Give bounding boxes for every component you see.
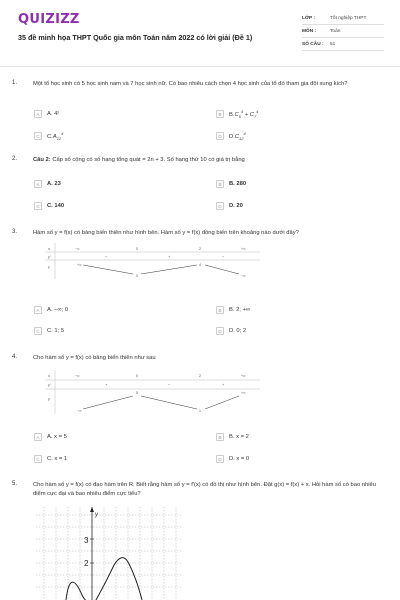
x-value: 2: [199, 247, 201, 251]
row-label-x: x: [48, 373, 50, 378]
option-letter: C: [34, 202, 42, 210]
row-label-y: y: [48, 396, 50, 401]
meta-key: MÔN :: [302, 28, 317, 34]
meta-value: Toán: [330, 28, 341, 34]
option-d[interactable]: [216, 453, 249, 465]
option-c[interactable]: [34, 130, 63, 142]
option-a[interactable]: [34, 108, 59, 120]
row-label-dy: y': [48, 254, 51, 259]
option-prefix: B.: [229, 111, 235, 118]
option-text: C. x = 1: [47, 456, 68, 462]
option-c[interactable]: [34, 453, 67, 465]
sign: −: [168, 382, 171, 387]
meta-info: [302, 12, 384, 51]
option-d[interactable]: [216, 325, 246, 337]
option-letter: B: [216, 110, 224, 118]
option-text: [47, 131, 63, 141]
x-value: −∞: [75, 247, 80, 251]
option-d[interactable]: [216, 200, 243, 212]
option-text: D. 20: [229, 203, 243, 209]
option-b[interactable]: [216, 178, 246, 190]
y-value: 1: [199, 409, 201, 413]
sign: +: [168, 254, 171, 259]
option-d[interactable]: [216, 130, 246, 142]
question-number: 4.: [12, 354, 18, 360]
y-value: 5: [136, 391, 138, 395]
question-label: Câu 2:: [33, 157, 51, 163]
option-letter: B: [216, 306, 224, 314]
option-c[interactable]: [34, 325, 64, 337]
meta-value: Tốt nghiệp THPT: [330, 15, 367, 21]
document-header: [18, 12, 384, 60]
option-letter: B: [216, 180, 224, 188]
variation-table: [35, 370, 260, 414]
option-text: B. 280: [229, 181, 247, 187]
option-letter: D: [216, 327, 224, 335]
option-text: A. −∞; 0: [47, 307, 69, 313]
option-letter: D: [216, 132, 224, 140]
x-value: −∞: [75, 374, 80, 378]
x-value: 0: [136, 374, 138, 378]
x-value: 0: [136, 247, 138, 251]
option-text: [229, 109, 258, 119]
option-letter: B: [216, 433, 224, 441]
x-value: +∞: [241, 374, 246, 378]
y-value: +∞: [241, 391, 246, 395]
question-text: Cho hàm số y = f(x) có bảng biến thiên như sau: [33, 355, 156, 361]
math-formula: $C_{12}^4$: [234, 130, 246, 142]
y-value: 4: [199, 263, 201, 267]
option-text: A. 4!: [47, 111, 59, 117]
x-value: +∞: [241, 247, 246, 251]
derivative-graph: [36, 507, 181, 600]
quizizz-logo: QUIZIZZ: [18, 12, 80, 27]
sign: +: [105, 382, 108, 387]
y-value: −∞: [77, 409, 82, 413]
option-letter: D: [216, 455, 224, 463]
option-a[interactable]: [34, 431, 67, 443]
variation-table: [35, 243, 260, 279]
meta-key: LỚP :: [302, 15, 316, 21]
option-letter: C: [34, 455, 42, 463]
y-value: −∞: [241, 274, 246, 278]
option-c[interactable]: [34, 200, 64, 212]
y-value: +∞: [77, 263, 82, 267]
x-value: 2: [199, 374, 201, 378]
option-letter: D: [216, 202, 224, 210]
option-text: [229, 131, 246, 141]
option-b[interactable]: [216, 108, 258, 120]
question-text: Hàm số y = f(x) có bảng biến thiên như hình bên. Hàm số y = f(x) đồng biến trên khoảng nào dưới đây?: [33, 230, 299, 236]
option-prefix: D.: [229, 133, 235, 140]
option-text: D. x = 0: [229, 456, 250, 462]
question-text: [33, 156, 378, 165]
option-text: C. 140: [47, 203, 65, 209]
option-prefix: C.: [47, 133, 53, 140]
sign: +: [222, 382, 225, 387]
meta-row-count: [302, 38, 384, 51]
question-number: 2.: [12, 156, 18, 162]
option-text: B. 2; +∞: [229, 307, 251, 313]
question-number: 1.: [12, 80, 18, 86]
question-body: Cấp số cộng có số hạng tổng quát = 2n + 3. Số hạng thứ 10 có giá trị bằng: [52, 157, 245, 163]
option-text: A. 23: [47, 181, 61, 187]
option-a[interactable]: [34, 178, 61, 190]
sign: −: [105, 254, 108, 259]
option-text: A. x = 5: [47, 434, 67, 440]
meta-row-class: [302, 12, 384, 25]
option-text: B. x = 2: [229, 434, 249, 440]
option-b[interactable]: [216, 431, 249, 443]
math-formula: $A_{12}^4$: [52, 130, 64, 142]
header-divider: [0, 66, 400, 67]
question-text: Một tổ học sinh có 5 học sinh nam và 7 học sinh nữ. Có bao nhiêu cách chọn 4 học sinh của tổ đó tham gia đội xung kích?: [33, 81, 348, 87]
axis-y-label: y: [95, 512, 98, 518]
option-b[interactable]: [216, 304, 250, 316]
question-number: 3.: [12, 229, 18, 235]
tick-label: 2: [84, 559, 89, 568]
row-label-y: y: [48, 264, 50, 269]
option-letter: C: [34, 327, 42, 335]
meta-key: SỐ CÂU :: [302, 41, 324, 47]
meta-row-subject: [302, 25, 384, 38]
option-a[interactable]: [34, 304, 68, 316]
question-text: Cho hàm số y = f(x) có đạo hàm trên R. Biết rằng hàm số y = f'(x) có đồ thị như hình bên. Đặt g(x) = f(x) + x. Hỏi hàm số có bao nhiêu điểm cực đại và bao nhiêu điểm cực tiểu?: [33, 482, 376, 497]
row-label-x: x: [48, 246, 50, 251]
option-letter: A: [34, 180, 42, 188]
y-value: 0: [136, 274, 138, 278]
row-label-dy: y': [48, 382, 51, 387]
document-title: 35 đề minh họa THPT Quốc gia môn Toán năm 2022 có lời giải (Đề 1): [18, 33, 253, 42]
option-letter: A: [34, 433, 42, 441]
sign: −: [222, 254, 225, 259]
meta-value: 51: [330, 41, 336, 47]
math-formula: $C_5^4 + C_7^4$: [234, 108, 259, 120]
option-letter: A: [34, 110, 42, 118]
option-letter: A: [34, 306, 42, 314]
option-letter: C: [34, 132, 42, 140]
option-text: C. 1; 5: [47, 328, 65, 334]
question-number: 5.: [12, 481, 18, 487]
tick-label: 3: [84, 536, 89, 545]
option-text: D. 0; 2: [229, 328, 247, 334]
